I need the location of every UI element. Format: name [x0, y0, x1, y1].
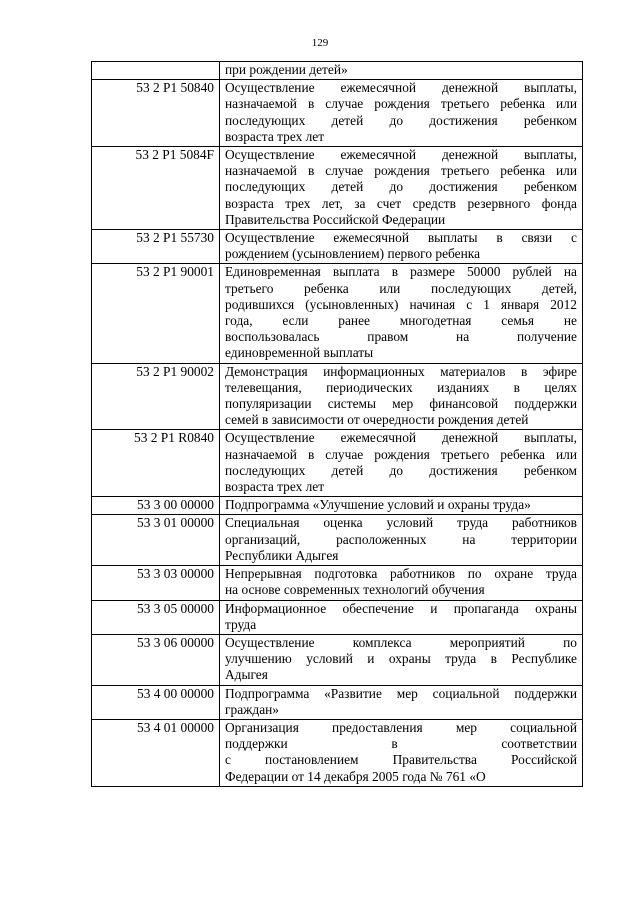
expenditure-name-line: Демонстрация информационных материалов в эфире	[225, 363, 577, 379]
table-row	[92, 230, 583, 264]
expenditure-name-line: последующих детей до достижения ребенком	[225, 179, 577, 195]
expenditure-name-line: Осуществление ежемесячной денежной выплаты,	[225, 147, 577, 163]
expenditure-name-line: улучшению условий и охраны труда в Республике	[225, 651, 577, 667]
page-number: 129	[311, 37, 329, 49]
expenditure-name-line: единовременной выплаты	[225, 345, 374, 361]
table-row	[92, 264, 583, 363]
classification-code: 53 2 P1 90001	[92, 264, 220, 363]
table-row	[92, 515, 583, 566]
expenditure-name-line: последующих детей до достижения ребенком	[225, 112, 577, 128]
expenditure-name-line: Осуществление ежемесячной денежной выплаты,	[225, 80, 577, 96]
expenditure-name-line: телевещания, периодических изданиях в целях	[225, 379, 577, 395]
expenditure-name-line: воспользовалась правом на получение	[225, 329, 577, 345]
expenditure-name-line: граждан»	[225, 701, 280, 717]
expenditure-name-line: Информационное обеспечение и пропаганда охраны	[225, 600, 577, 616]
expenditure-name	[220, 515, 583, 566]
classification-code: 53 4 00 00000	[92, 685, 220, 719]
classification-code: 53 4 01 00000	[92, 719, 220, 786]
expenditure-name	[220, 363, 583, 430]
expenditure-name-line: Подпрограмма «Улучшение условий и охраны труда»	[225, 497, 531, 513]
expenditure-name-line: родившихся (усыновленных) начиная с 1 января 2012	[225, 296, 577, 312]
expenditure-name	[220, 230, 583, 264]
classification-code	[92, 62, 220, 80]
expenditure-name-line: труда	[225, 616, 257, 632]
table-row	[92, 147, 583, 230]
expenditure-name	[220, 566, 583, 600]
classification-code: 53 3 05 00000	[92, 600, 220, 634]
expenditure-name-line: возраста трех лет, за счет средств резервного фонда	[225, 195, 577, 211]
expenditure-name	[220, 497, 583, 515]
expenditure-name-line: Республики Адыгея	[225, 547, 339, 563]
expenditure-name-line: Осуществление комплекса мероприятий по	[225, 634, 577, 650]
expenditure-name-line: популяризации системы мер финансовой поддержки	[225, 396, 577, 412]
classification-code: 53 2 P1 90002	[92, 363, 220, 430]
expenditure-name-line: семей в зависимости от очередности рождения детей	[225, 412, 529, 428]
expenditure-name	[220, 80, 583, 147]
expenditure-name-line: третьего ребенка или последующих детей,	[225, 280, 577, 296]
table-row	[92, 363, 583, 430]
expenditure-name-line: Адыгея	[225, 667, 268, 683]
expenditure-name	[220, 430, 583, 497]
expenditure-name-line: при рождении детей»	[225, 62, 348, 77]
expenditure-name-line: Организация предоставления мер социальной	[225, 719, 577, 735]
expenditure-name-line: Подпрограмма «Развитие мер социальной поддержки	[225, 685, 577, 701]
table-row	[92, 685, 583, 719]
expenditure-name	[220, 719, 583, 786]
expenditure-name-line: года, если ранее многодетная семья не	[225, 313, 577, 329]
table-row	[92, 634, 583, 685]
expenditure-name-line: Специальная оценка условий труда работников	[225, 515, 577, 531]
budget-classification-table	[91, 61, 583, 787]
classification-code: 53 3 01 00000	[92, 515, 220, 566]
expenditure-name-line: поддержки в соответствии	[225, 736, 577, 752]
table-row	[92, 497, 583, 515]
expenditure-name-line: Единовременная выплата в размере 50000 рублей на	[225, 264, 577, 280]
expenditure-name-line: рождением (усыновлением) первого ребенка	[225, 246, 481, 262]
expenditure-name	[220, 147, 583, 230]
expenditure-name-line: назначаемой в случае рождения третьего ребенка или	[225, 163, 577, 179]
expenditure-name	[220, 264, 583, 363]
expenditure-name	[220, 685, 583, 719]
expenditure-name-line: Осуществление ежемесячной денежной выплаты,	[225, 430, 577, 446]
table-row	[92, 430, 583, 497]
classification-code: 53 3 00 00000	[92, 497, 220, 515]
classification-code: 53 3 03 00000	[92, 566, 220, 600]
table-row	[92, 566, 583, 600]
table-body	[92, 62, 583, 787]
table-row	[92, 719, 583, 786]
table-row	[92, 80, 583, 147]
expenditure-name	[220, 62, 583, 80]
expenditure-name-line: последующих детей до достижения ребенком	[225, 462, 577, 478]
expenditure-name-line: Непрерывная подготовка работников по охране труда	[225, 566, 577, 582]
classification-code: 53 2 P1 50840	[92, 80, 220, 147]
expenditure-name	[220, 634, 583, 685]
expenditure-name-line: Федерации от 14 декабря 2005 года № 761 «О	[225, 768, 486, 784]
expenditure-name-line: Правительства Российской Федерации	[225, 211, 446, 227]
expenditure-name-line: возраста трех лет	[225, 479, 325, 495]
expenditure-name-line: организаций, расположенных на территории	[225, 531, 577, 547]
classification-code: 53 2 P1 5084F	[92, 147, 220, 230]
classification-code: 53 3 06 00000	[92, 634, 220, 685]
table-row	[92, 62, 583, 80]
expenditure-name-line: на основе современных технологий обучения	[225, 582, 485, 598]
expenditure-name-line: с постановлением Правительства Российской	[225, 752, 577, 768]
expenditure-name-line: возраста трех лет	[225, 128, 325, 144]
table-row	[92, 600, 583, 634]
expenditure-name-line: назначаемой в случае рождения третьего ребенка или	[225, 96, 577, 112]
expenditure-name	[220, 600, 583, 634]
classification-code: 53 2 P1 R0840	[92, 430, 220, 497]
expenditure-name-line: назначаемой в случае рождения третьего ребенка или	[225, 446, 577, 462]
classification-code: 53 2 P1 55730	[92, 230, 220, 264]
expenditure-name-line: Осуществление ежемесячной выплаты в связи с	[225, 230, 577, 246]
